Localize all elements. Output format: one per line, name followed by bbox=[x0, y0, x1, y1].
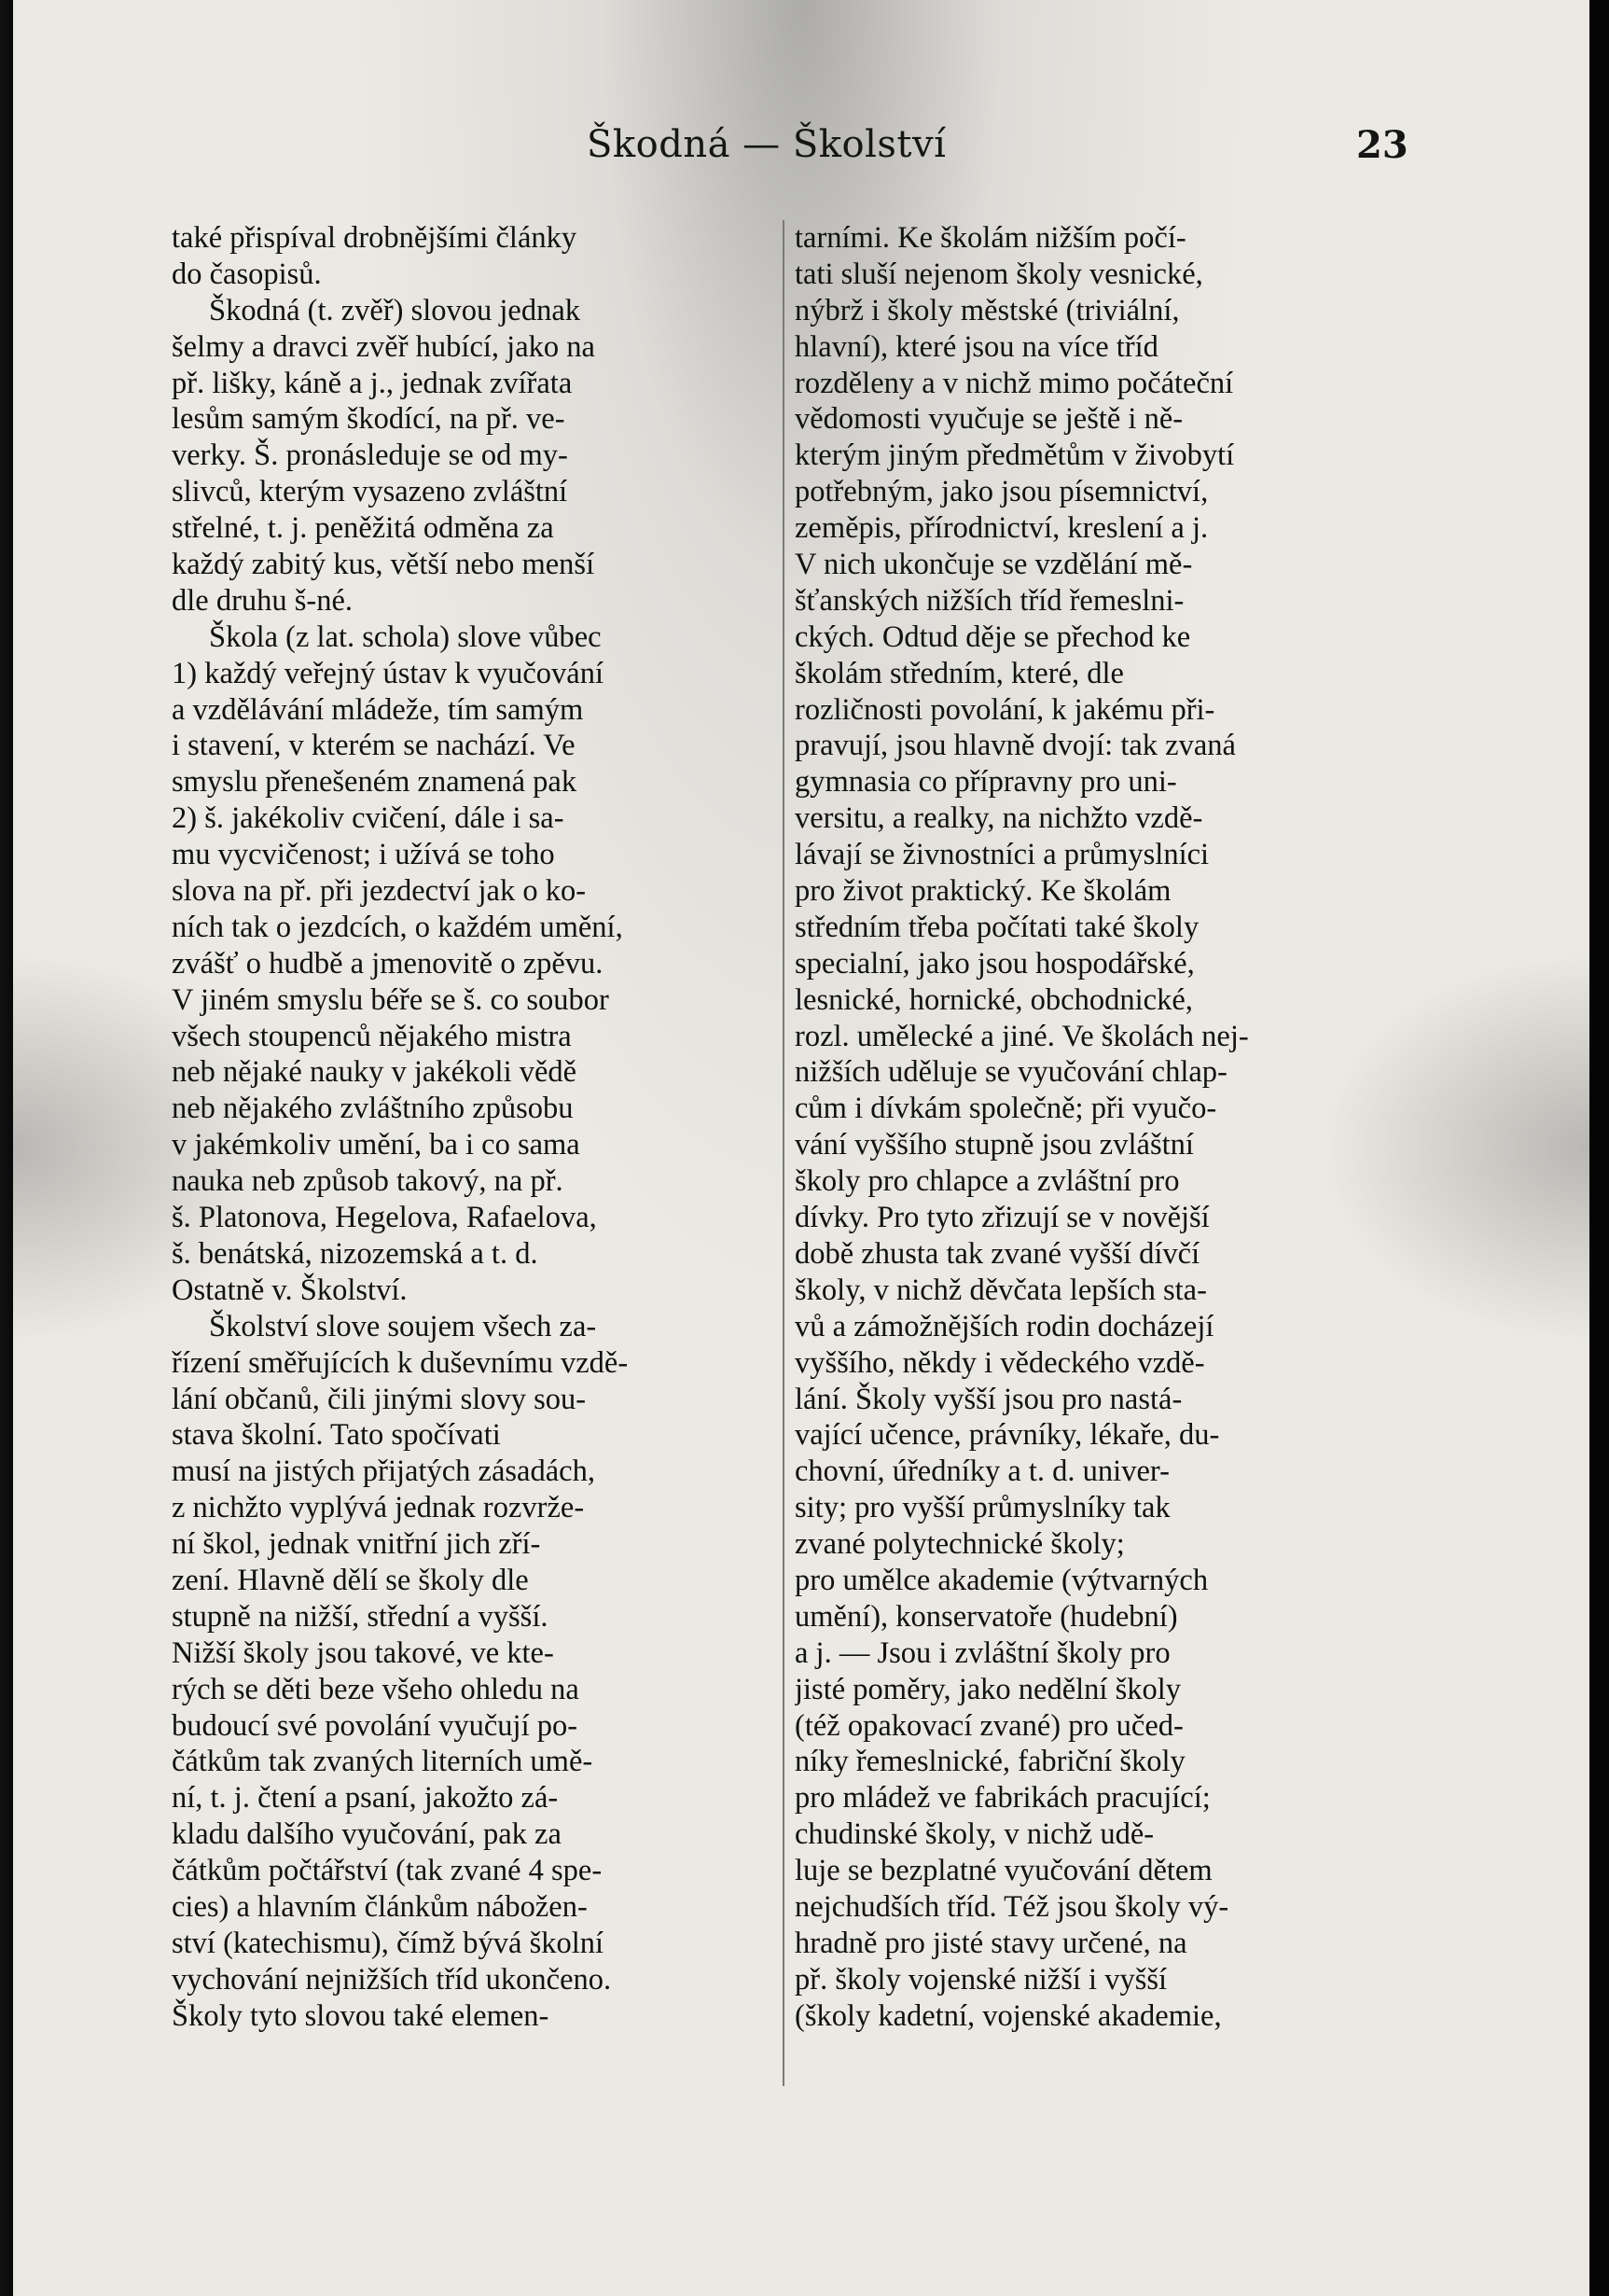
text-line: nauka neb způsob takový, na př. bbox=[172, 1164, 563, 1199]
text-line: školy pro chlapce a zvláštní pro bbox=[795, 1164, 1180, 1199]
text-line: sity; pro vyšší průmyslníky tak bbox=[795, 1491, 1171, 1525]
text-line: středním třeba počítati také školy bbox=[795, 910, 1200, 944]
text-line: potřebným, jako jsou písemnictví, bbox=[795, 475, 1209, 509]
text-line: čátkům tak zvaných literních umě- bbox=[172, 1745, 593, 1779]
text-line: umění), konservatoře (hudební) bbox=[795, 1599, 1178, 1634]
text-line: zení. Hlavně dělí se školy dle bbox=[172, 1563, 529, 1597]
text-line: pro život praktický. Ke školám bbox=[795, 874, 1172, 909]
text-line: tati sluší nejenom školy vesnické, bbox=[795, 257, 1203, 291]
text-line: ní škol, jednak vnitřní jich zří- bbox=[172, 1527, 541, 1562]
text-line: mu vycvičenost; i užívá se toho bbox=[172, 838, 555, 872]
text-line: střelné, t. j. peněžitá odměna za bbox=[172, 511, 554, 546]
left-text-column bbox=[172, 220, 783, 2035]
text-line: lesům samým škodící, na př. ve- bbox=[172, 402, 565, 437]
text-line: níky řemeslnické, fabriční školy bbox=[795, 1745, 1186, 1779]
text-line: z nichžto vyplývá jednak rozvrže- bbox=[172, 1491, 585, 1525]
text-line: š. Platonova, Hegelova, Rafaelova, bbox=[172, 1201, 597, 1235]
text-line: Školy tyto slovou také elemen- bbox=[172, 1998, 549, 2033]
text-line: dle druhu š-né. bbox=[172, 583, 354, 618]
text-line: lání. Školy vyšší jsou pro nastá- bbox=[795, 1382, 1183, 1416]
text-line: Škola (z lat. schola) slove vůbec bbox=[209, 619, 602, 654]
text-line: neb nějaké nauky v jakékoli vědě bbox=[172, 1055, 577, 1090]
text-line: pro umělce akademie (výtvarných bbox=[795, 1563, 1209, 1597]
text-line: (školy kadetní, vojenské akademie, bbox=[795, 1998, 1222, 2033]
text-line: zvášť o hudbě a jmenovitě o zpěvu. bbox=[172, 946, 603, 981]
text-line: ních tak o jezdcích, o každém umění, bbox=[172, 910, 623, 944]
text-line: specialní, jako jsou hospodářské, bbox=[795, 946, 1195, 981]
text-line: do časopisů. bbox=[172, 257, 322, 291]
text-line: gymnasia co přípravny pro uni- bbox=[795, 765, 1177, 800]
text-line: ckých. Odtud děje se přechod ke bbox=[795, 619, 1191, 654]
text-line: ní, t. j. čtení a psaní, jakožto zá- bbox=[172, 1781, 559, 1816]
text-line: rozděleny a v nichž mimo počáteční bbox=[795, 366, 1234, 400]
right-text-column bbox=[795, 220, 1406, 2035]
text-line: š. benátská, nizozemská a t. d. bbox=[172, 1236, 538, 1271]
text-line: slivců, kterým vysazeno zvláštní bbox=[172, 475, 568, 509]
text-line: nýbrž i školy městské (triviální, bbox=[795, 293, 1180, 327]
text-line: vychování nejnižších tříd ukončeno. bbox=[172, 1962, 612, 1997]
text-line: 1) každý veřejný ústav k vyučování bbox=[172, 656, 603, 690]
text-line: (též opakovací zvané) pro učed- bbox=[795, 1708, 1184, 1743]
text-line: cům i dívkám společně; při vyučo- bbox=[795, 1092, 1217, 1126]
text-line: pravují, jsou hlavně dvojí: tak zvaná bbox=[795, 729, 1236, 763]
text-line: ství (katechismu), čímž bývá školní bbox=[172, 1926, 604, 1960]
text-line: vědomosti vyučuje se ještě i ně- bbox=[795, 402, 1184, 437]
text-line: hlavní), které jsou na více tříd bbox=[795, 329, 1158, 364]
text-line: nejchudších tříd. Též jsou školy vý- bbox=[795, 1889, 1229, 1924]
text-line: jisté poměry, jako nedělní školy bbox=[795, 1672, 1181, 1706]
text-line: hradně pro jisté stavy určené, na bbox=[795, 1926, 1187, 1960]
column-divider bbox=[783, 220, 784, 2086]
text-line: 2) š. jakékoliv cvičení, dále i sa- bbox=[172, 801, 564, 836]
text-line: stava školní. Tato spočívati bbox=[172, 1418, 501, 1453]
text-line: vů a zámožnějších rodin docházejí bbox=[795, 1309, 1214, 1343]
text-line: šťanských nižších tříd řemeslni- bbox=[795, 583, 1185, 618]
text-line: př. školy vojenské nižší i vyšší bbox=[795, 1962, 1168, 1997]
text-line: i stavení, v kterém se nachází. Ve bbox=[172, 729, 576, 763]
text-line: chudinské školy, v nichž udě- bbox=[795, 1817, 1155, 1852]
text-line: rozl. umělecké a jiné. Ve školách nej- bbox=[795, 1019, 1249, 1053]
text-line: zvané polytechnické školy; bbox=[795, 1527, 1125, 1562]
text-line: cies) a hlavním článkům nábožen- bbox=[172, 1889, 588, 1924]
text-line: rozličnosti povolání, k jakému při- bbox=[795, 692, 1215, 727]
text-line: Nižší školy jsou takové, ve kte- bbox=[172, 1635, 554, 1670]
text-line: vání vyššího stupně jsou zvláštní bbox=[795, 1128, 1194, 1162]
running-head bbox=[13, 123, 1589, 179]
text-line: také přispíval drobnějšími články bbox=[172, 221, 577, 255]
text-line: v jakémkoliv umění, ba i co sama bbox=[172, 1128, 580, 1162]
text-line: všech stoupenců nějakého mistra bbox=[172, 1019, 572, 1053]
text-line: čátkům počtářství (tak zvané 4 spe- bbox=[172, 1854, 603, 1888]
running-title: Škodná — Školství bbox=[587, 123, 947, 166]
text-line: kladu dalšího vyučování, pak za bbox=[172, 1817, 562, 1852]
text-line: Školství slove soujem všech za- bbox=[209, 1309, 597, 1343]
text-line: školám středním, které, dle bbox=[795, 656, 1124, 690]
text-line: zeměpis, přírodnictví, kreslení a j. bbox=[795, 511, 1209, 546]
text-line: chovní, úředníky a t. d. univer- bbox=[795, 1454, 1170, 1489]
text-line: lesnické, hornické, obchodnické, bbox=[795, 982, 1193, 1017]
text-line: Škodná (t. zvěř) slovou jednak bbox=[209, 293, 581, 327]
text-line: verky. Š. pronásleduje se od my- bbox=[172, 438, 568, 473]
text-line: stupně na nižší, střední a vyšší. bbox=[172, 1599, 548, 1634]
text-line: pro mládež ve fabrikách pracující; bbox=[795, 1781, 1211, 1816]
text-line: smyslu přenešeném znamená pak bbox=[172, 765, 577, 800]
text-line: řízení směřujících k duševnímu vzdě- bbox=[172, 1345, 629, 1380]
text-line: V jiném smyslu béře se š. co soubor bbox=[172, 982, 609, 1017]
text-line: době zhusta tak zvané vyšší dívčí bbox=[795, 1236, 1200, 1271]
text-line: slova na př. při jezdectví jak o ko- bbox=[172, 874, 587, 909]
text-line: Ostatně v. Školství. bbox=[172, 1273, 408, 1307]
text-line: versitu, a realky, na nichžto vzdě- bbox=[795, 801, 1203, 836]
text-line: V nich ukončuje se vzdělání mě- bbox=[795, 548, 1193, 582]
text-line: a vzdělávání mládeže, tím samým bbox=[172, 692, 584, 727]
text-line: dívky. Pro tyto zřizují se v novější bbox=[795, 1201, 1210, 1235]
text-line: lávají se živnostníci a průmyslníci bbox=[795, 838, 1210, 872]
text-line: a j. — Jsou i zvláštní školy pro bbox=[795, 1635, 1171, 1670]
text-line: tarními. Ke školám nižším počí- bbox=[795, 221, 1186, 255]
text-line: každý zabitý kus, větší nebo menší bbox=[172, 548, 595, 582]
page-number: 23 bbox=[1356, 123, 1408, 167]
text-line: vyššího, někdy i vědeckého vzdě- bbox=[795, 1345, 1205, 1380]
book-page bbox=[13, 0, 1589, 2296]
text-line: vající učence, právníky, lékaře, du- bbox=[795, 1418, 1220, 1453]
text-line: budoucí své povolání vyučují po- bbox=[172, 1708, 578, 1743]
text-line: kterým jiným předmětům v živobytí bbox=[795, 438, 1235, 473]
text-line: neb nějakého zvláštního způsobu bbox=[172, 1092, 574, 1126]
text-line: lání občanů, čili jinými slovy sou- bbox=[172, 1382, 587, 1416]
text-line: př. lišky, káně a j., jednak zvířata bbox=[172, 366, 573, 400]
text-line: nižších uděluje se vyučování chlap- bbox=[795, 1055, 1228, 1090]
text-line: musí na jistých přijatých zásadách, bbox=[172, 1454, 595, 1489]
text-line: rých se děti beze všeho ohledu na bbox=[172, 1672, 579, 1706]
text-line: šelmy a dravci zvěř hubící, jako na bbox=[172, 329, 595, 364]
text-line: luje se bezplatné vyučování dětem bbox=[795, 1854, 1213, 1888]
text-line: školy, v nichž děvčata lepších sta- bbox=[795, 1273, 1207, 1307]
